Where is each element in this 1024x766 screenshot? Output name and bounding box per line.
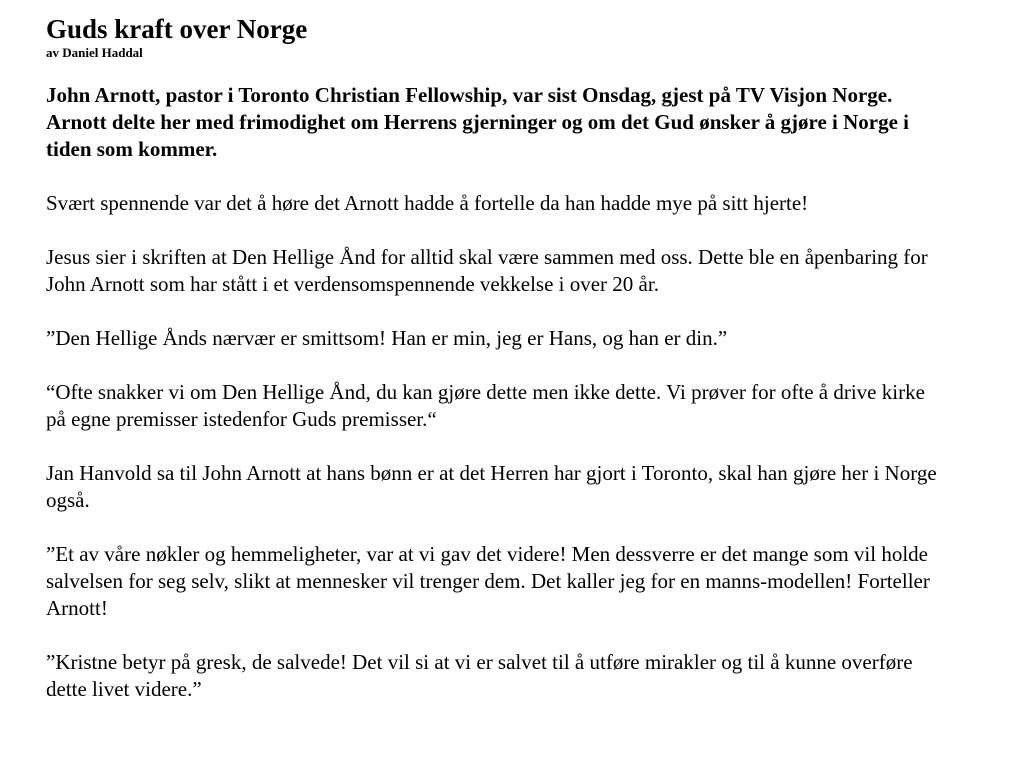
article-byline: av Daniel Haddal xyxy=(46,45,143,60)
article-title: Guds kraft over Norge xyxy=(46,14,308,44)
article-paragraph: ”Den Hellige Ånds nærvær er smittsom! Han er min, jeg er Hans, og han er din.” xyxy=(46,326,728,350)
article-paragraph: Jan Hanvold sa til John Arnott at hans bønn er at det Herren har gjort i Toronto, skal han gjøre her i Norge også. xyxy=(46,461,937,512)
article-paragraph: ”Kristne betyr på gresk, de salvede! Det vil si at vi er salvet til å utføre mirakler og til å kunne overføre dette livet videre.” xyxy=(46,650,913,701)
article xyxy=(46,12,946,703)
article-paragraph: ”Et av våre nøkler og hemmeligheter, var at vi gav det videre! Men dessverre er det mange som vil holde salvelsen for seg selv, slikt at mennesker vil trenger dem. Det kaller jeg for en manns-modellen! Forteller Arnott! xyxy=(46,542,930,620)
article-paragraph: Jesus sier i skriften at Den Hellige Ånd for alltid skal være sammen med oss. Dette ble en åpenbaring for John Arnott som har stått i et verdensomspennende vekkelse i over 20 år. xyxy=(46,245,928,296)
article-paragraph: “Ofte snakker vi om Den Hellige Ånd, du kan gjøre dette men ikke dette. Vi prøver for ofte å drive kirke på egne premisser istedenfor Guds premisser.“ xyxy=(46,380,925,431)
article-paragraph: Svært spennende var det å høre det Arnott hadde å fortelle da han hadde mye på sitt hjerte! xyxy=(46,191,809,215)
article-lead: John Arnott, pastor i Toronto Christian Fellowship, var sist Onsdag, gjest på TV Visjon Norge. Arnott delte her med frimodighet om Herrens gjerninger og om det Gud ønsker å gjøre i Norge i tiden som kommer. xyxy=(46,83,910,161)
